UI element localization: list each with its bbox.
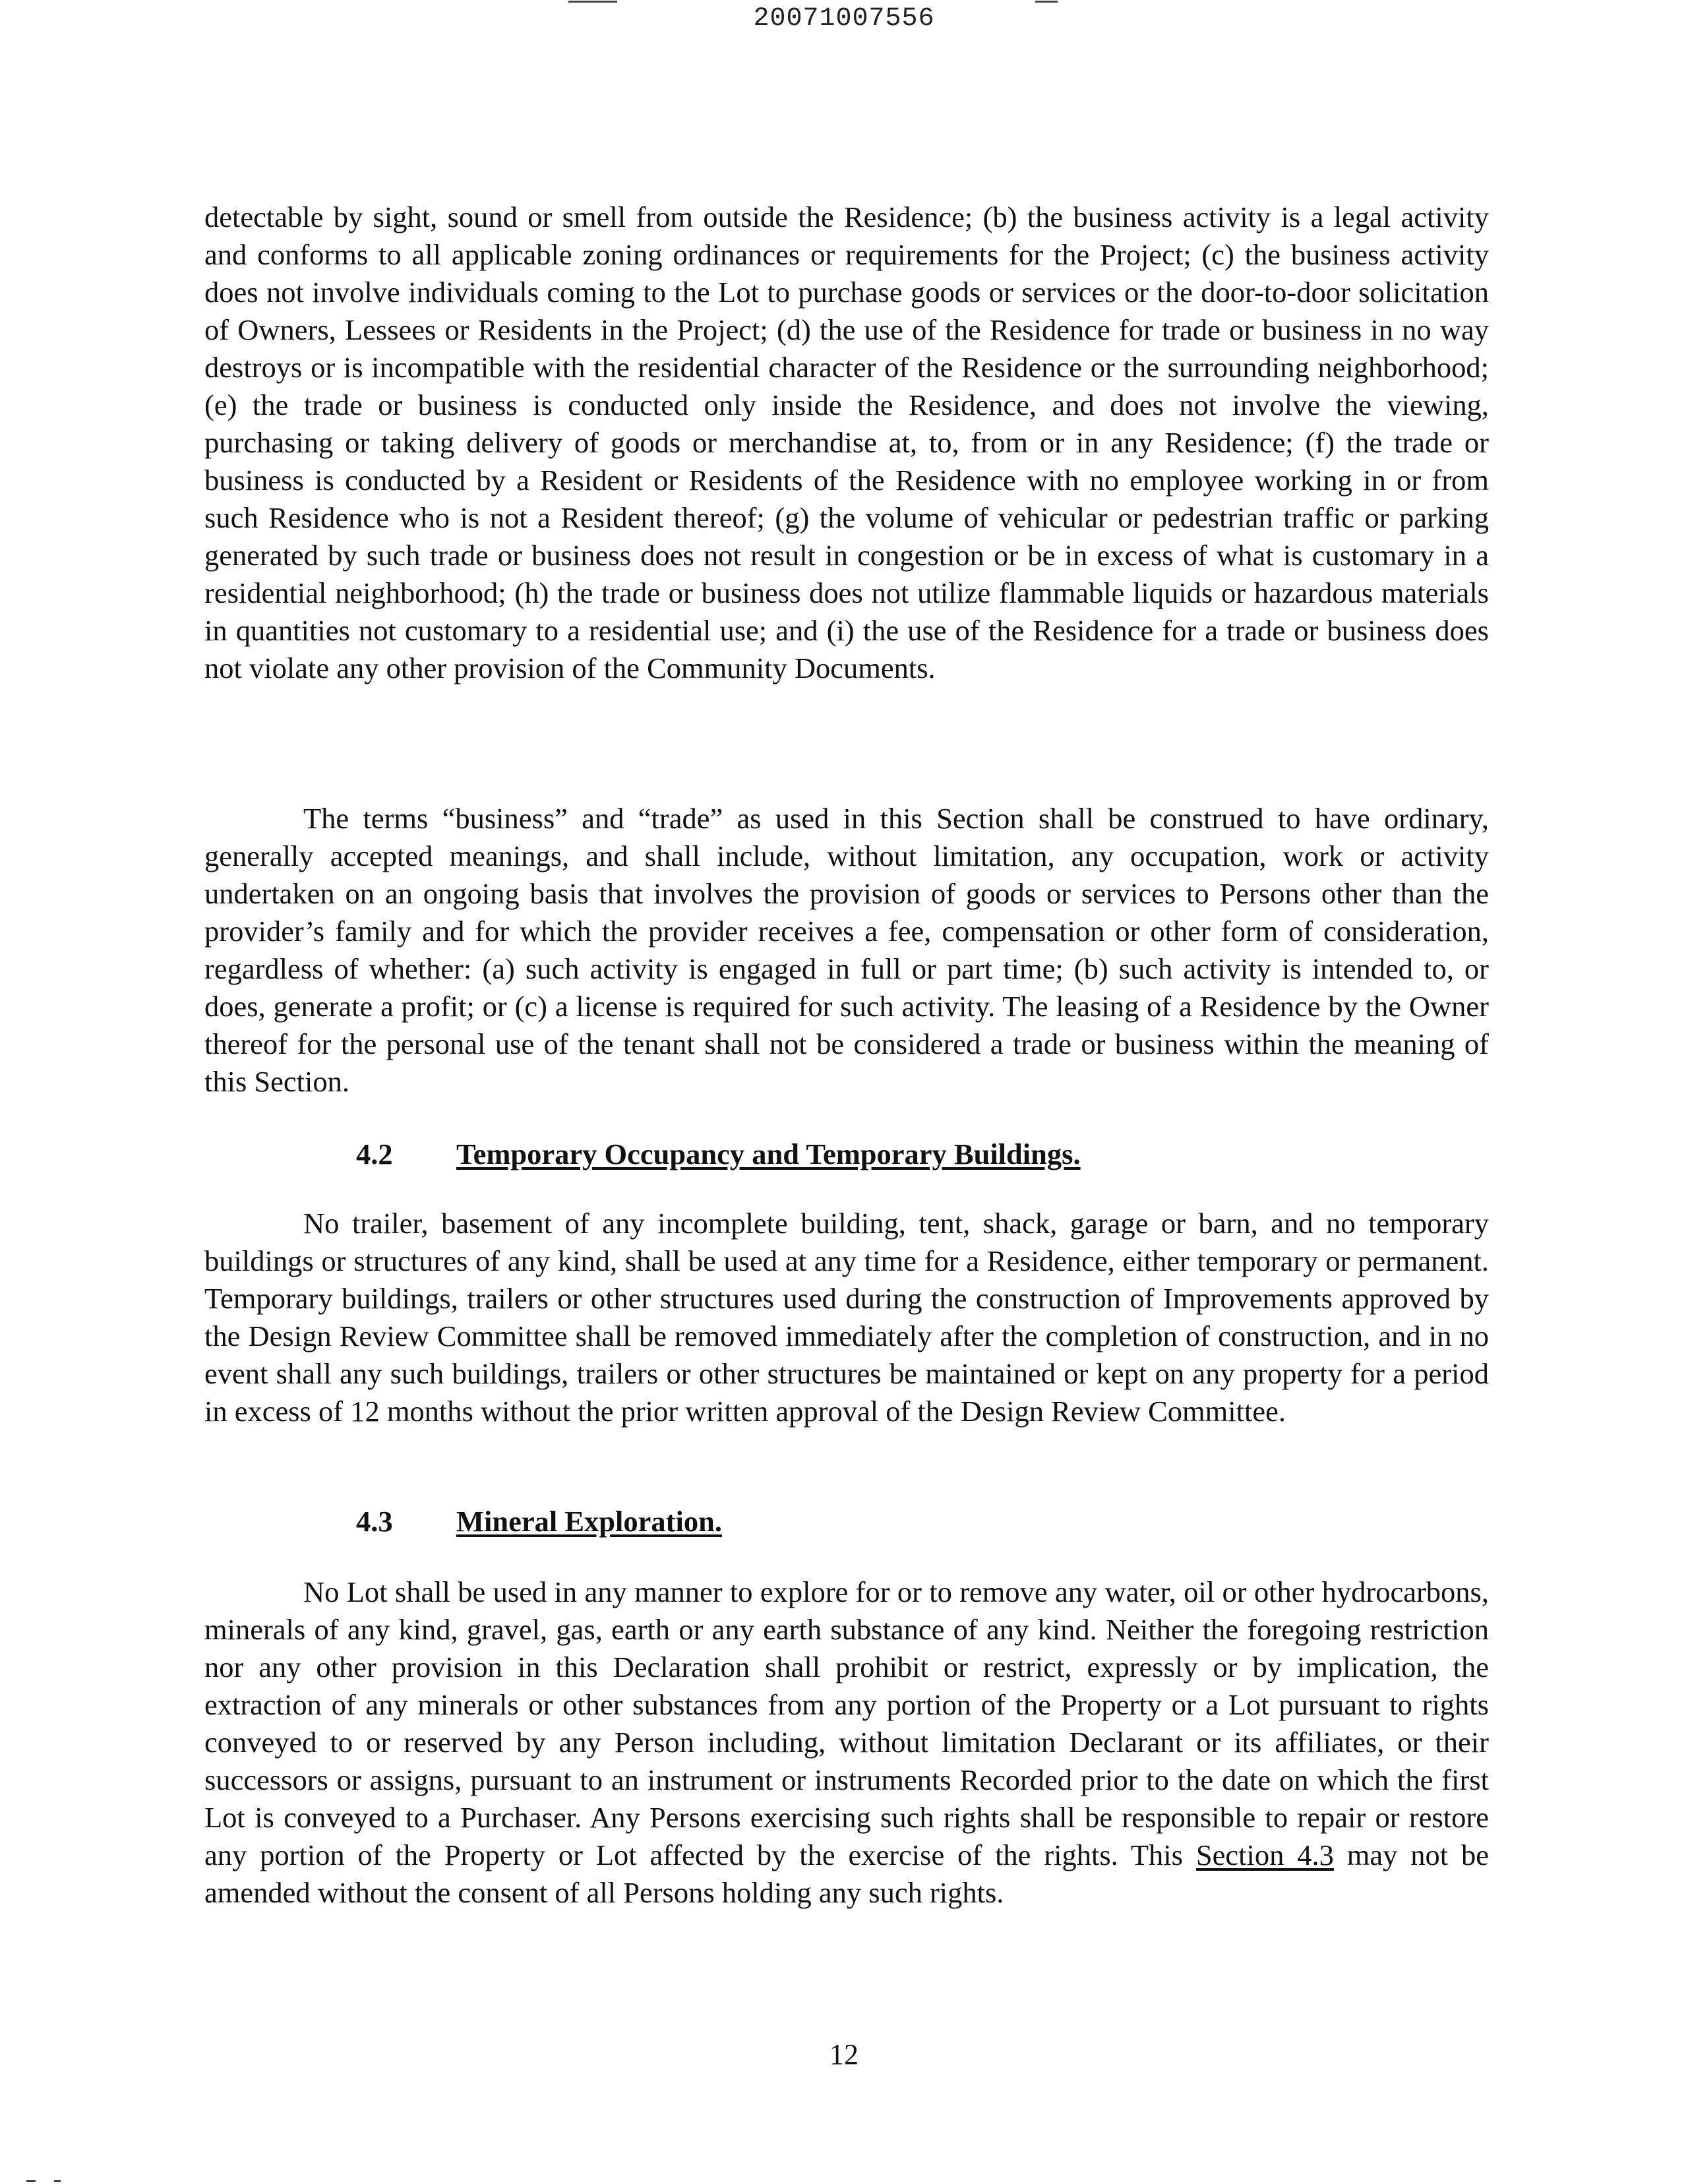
section-heading-4-2 <box>356 1136 1081 1173</box>
paragraph-continuation: detectable by sight, sound or smell from outside the Residence; (b) the business activity is a legal activity and conforms to all applicable zoning ordinances or requirements for the Project; (c) the business activity does not involve individuals coming to the Lot to purchase goods or services or the door-to-door solicitation of Owners, Lessees or Residents in the Project; (d) the use of the Residence for trade or business in no way destroys or is incompatible with the residential character of the Residence or the surrounding neighborhood; (e) the trade or business is conducted only inside the Residence, and does not involve the viewing, purchasing or taking delivery of goods or merchandise at, to, from or in any Residence; (f) the trade or business is conducted by a Resident or Residents of the Residence with no employee working in or from such Residence who is not a Resident thereof; (g) the volume of vehicular or pedestrian traffic or parking generated by such trade or business does not result in congestion or be in excess of what is customary in a residential neighborhood; (h) the trade or business does not utilize flammable liquids or hazardous materials in quantities not customary to a residential use; and (i) the use of the Residence for a trade or business does not violate any other provision of the Community Documents. <box>204 200 1489 684</box>
paragraph-text: may not be amended without the consent of all Persons holding any such rights. <box>204 1838 1489 1909</box>
paragraph-text: No Lot shall be used in any manner to explore for or to remove any water, oil or other hydrocarbons, minerals of any kind, gravel, gas, earth or any earth substance of any kind. Neither the foregoing restriction nor any other provision in this Declaration shall prohibit or restrict, expressly or by implication, the extraction of any minerals or other substances from any portion of the Property or a Lot pursuant to rights conveyed to or reserved by any Person including, without limitation Declarant or its affiliates, or their successors or assigns, pursuant to an instrument or instruments Recorded prior to the date on which the first Lot is conveyed to a Purchaser. Any Persons exercising such rights shall be responsible to repair or restore any portion of the Property or Lot affected by the exercise of the rights. This <box>204 1575 1489 1871</box>
scan-artifact-mark <box>568 1 617 3</box>
paragraph-mineral-exploration <box>204 1573 1489 1912</box>
paragraph-business-trade-terms: The terms “business” and “trade” as used in this Section shall be construed to have ordinary, generally accepted meanings, and shall include, without limitation, any occupation, work or activity undertaken on an ongoing basis that involves the provision of goods or services to Persons other than the provider’s family and for which the provider receives a fee, compensation or other form of consideration, regardless of whether: (a) such activity is engaged in full or part time; (b) such activity is intended to, or does, generate a profit; or (c) a license is required for such activity. The leasing of a Residence by the Owner thereof for the personal use of the tenant shall not be considered a trade or business within the meaning of this Section. <box>204 802 1489 1098</box>
section-title: Mineral Exploration. <box>456 1505 722 1538</box>
scan-artifact-mark <box>54 2180 61 2182</box>
page-number: 12 <box>829 2038 859 2071</box>
section-cross-reference: Section 4.3 <box>1195 1838 1334 1871</box>
paragraph-temporary-buildings: No trailer, basement of any incomplete building, tent, shack, garage or barn, and no temporary buildings or structures of any kind, shall be used at any time for a Residence, either temporary or permanent. Temporary buildings, trailers or other structures used during the construction of Improvements approved by the Design Review Committee shall be removed immediately after the completion of construction, and in no event shall any such buildings, trailers or other structures be maintained or kept on any property for a period in excess of 12 months without the prior written approval of the Design Review Committee. <box>204 1207 1489 1428</box>
scan-artifact-mark <box>26 2180 36 2182</box>
section-number: 4.2 <box>356 1138 393 1170</box>
section-title: Temporary Occupancy and Temporary Buildings. <box>456 1138 1081 1170</box>
scan-artifact-mark <box>1035 1 1058 3</box>
recording-document-number: 20071007556 <box>753 4 935 34</box>
section-heading-4-3 <box>356 1503 722 1540</box>
section-number: 4.3 <box>356 1505 393 1538</box>
